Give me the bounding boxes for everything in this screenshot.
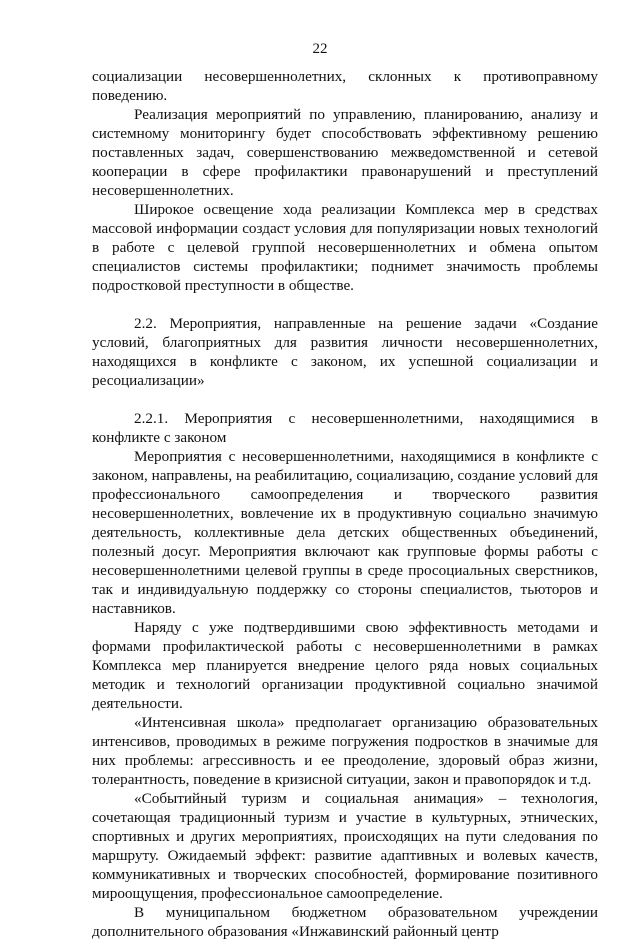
paragraph-new-methods: Наряду с уже подтвердившими свою эффективность методами и формами профилактической работы с несовершеннолетними в рамках Комплекса мер планируется внедрение целого ряда новых социальных методик и технологий организации продуктивной социально значимой деятельности. <box>92 619 598 712</box>
paragraph-event-tourism: «Событийный туризм и социальная анимация» – технология, сочетающая традиционный туризм и участие в культурных, этнических, спортивных и других мероприятиях, происходящих на пути следования по маршруту. Ожидаемый эффект: развитие адаптивных и волевых качеств, коммуникативных и творческих способностей, формирование позитивного мироощущения, профессиональное самоопределение. <box>92 790 598 902</box>
paragraph-monitoring: Реализация мероприятий по управлению, планированию, анализу и системному мониторингу будет способствовать эффективному решению поставленных задач, совершенствованию межведомственной и сетевой кооперации в сфере профилактики правонарушений и преступлений несовершеннолетних. <box>92 106 598 199</box>
paragraph-media-coverage: Широкое освещение хода реализации Комплекса мер в средствах массовой информации создаст условия для популяризации новых технологий в работе с целевой группой несовершеннолетних и обмена опытом специалистов системы профилактики; поднимет значимость проблемы подростковой преступности в обществе. <box>92 201 598 294</box>
document-body <box>92 67 598 941</box>
section-heading-2-2-1: 2.2.1. Мероприятия с несовершеннолетними, находящимися в конфликте с законом <box>92 410 598 446</box>
paragraph-municipal-institution: В муниципальном бюджетном образовательном учреждении дополнительного образования «Инжавинский районный центр <box>92 904 598 940</box>
page-number: 22 <box>312 41 328 57</box>
paragraph-activities: Мероприятия с несовершеннолетними, находящимися в конфликте с законом, направлены, на реабилитацию, социализацию, создание условий для профессионального самоопределения и творческого развития несовершеннолетних, вовлечение их в продуктивную социально значимую деятельность, коллективные дела детских общественных объединений, полезный досуг. Мероприятия включают как групповые формы работы с несовершеннолетними целевой группы в среде просоциальных сверстников, так и индивидуальную поддержку со стороны специалистов, тьюторов и наставников. <box>92 448 598 617</box>
paragraph-continuation: социализации несовершеннолетних, склонных к противоправному поведению. <box>92 68 598 104</box>
paragraph-intensive-school: «Интенсивная школа» предполагает организацию образовательных интенсивов, проводимых в режиме погружения подростков в значимые для них проблемы: агрессивность и ее преодоление, здоровый образ жизни, толерантность, поведение в кризисной ситуации, закон и правопорядок и т.д. <box>92 714 598 788</box>
section-heading-2-2: 2.2. Мероприятия, направленные на решение задачи «Создание условий, благоприятных для развития личности несовершеннолетних, находящихся в конфликте с законом, их успешной социализации и ресоциализации» <box>92 315 598 389</box>
